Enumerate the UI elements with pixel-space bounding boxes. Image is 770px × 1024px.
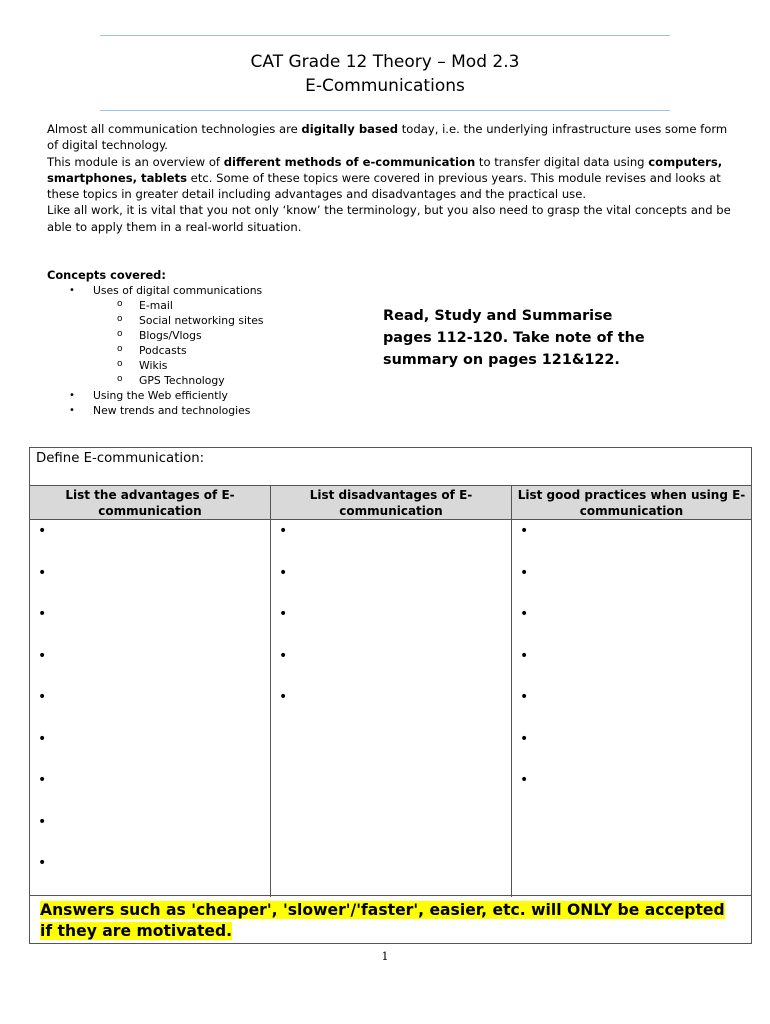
concept-subitem: o Podcasts [47,343,367,358]
bullet-item[interactable]: • [520,730,529,747]
bullet-item[interactable]: • [38,855,47,871]
answers-note-text: Answers such as 'cheaper', 'slower'/'faster', easier, etc. will ONLY be accepted if they are motivated. [40,901,725,940]
good-practices-column[interactable] [512,486,751,897]
answers-note [30,895,751,943]
concepts-heading: Concepts covered: [47,268,166,282]
advantages-column[interactable] [30,486,271,897]
intro-p2-bold-1: different methods of e-communication [223,154,476,169]
worksheet-columns [30,486,751,897]
bullet-item[interactable]: • [38,730,47,747]
intro-paragraph-1 [47,121,737,154]
bullet-item[interactable]: • [279,606,288,622]
concept-subitem: o GPS Technology [47,373,367,388]
good-practices-bullets [512,520,751,811]
worksheet-table [29,447,752,944]
bullet-item[interactable]: • [279,689,288,705]
concept-subitem: o Wikis [47,358,367,373]
advantages-bullets [30,520,270,894]
intro-p2-e: etc. Some of these topics were covered in previous years. This module revises and looks at these topics in greater detail including advantages and disadvantages and the practical use. [47,170,721,202]
good-practices-header: List good practices when using E-communication [512,486,751,520]
concept-subitem: o Blogs/Vlogs [47,328,367,343]
bullet-item[interactable]: • [520,564,529,581]
concept-subitem: o E-mail [47,298,367,313]
bullet-item[interactable]: • [38,813,47,830]
intro-p2-c: to transfer digital data using [475,154,649,169]
intro-text [47,121,737,235]
title-line-2: E-Communications [305,76,465,96]
intro-p1-c: today, i.e. the underlying infrastructure uses some form of digital technology. [47,122,728,153]
bullet-item[interactable]: • [279,523,288,539]
define-label: Define E-communication: [36,451,205,466]
bullet-item[interactable]: • [520,523,529,539]
bullet-item[interactable]: • [38,523,47,539]
intro-p1-bold: digitally based [301,122,399,136]
concept-item: • Uses of digital communications [47,283,367,298]
bullet-item[interactable]: • [38,647,47,664]
intro-paragraph-2 [47,154,737,203]
bullet-item[interactable]: • [520,772,529,788]
concept-subitem: o Social networking sites [47,313,367,328]
disadvantages-column[interactable] [271,486,512,897]
intro-p1-a: Almost all communication technologies are [47,122,302,136]
bullet-item[interactable]: • [38,772,47,788]
concept-item: • New trends and technologies [47,403,367,418]
bullet-item[interactable]: • [520,606,529,622]
concepts-section [47,268,367,418]
header-rule-bottom [100,110,670,111]
reading-instruction: Read, Study and Summarise pages 112-120. Take note of the summary on pages 121&122. [383,308,645,368]
bullet-item[interactable]: • [520,689,529,705]
concept-item: • Using the Web efficiently [47,388,367,403]
bullet-item[interactable]: • [38,606,47,622]
title-line-1: CAT Grade 12 Theory – Mod 2.3 [250,52,520,72]
bullet-item[interactable]: • [38,689,47,705]
header-rule-top [100,35,670,36]
page-number: 1 [381,950,389,963]
disadvantages-header: List disadvantages of E-communication [271,486,511,520]
intro-paragraph-3: Like all work, it is vital that you not only ‘know’ the terminology, but you also need to grasp the vital concepts and be able to apply them in a real-world situation. [47,203,731,234]
disadvantages-bullets [271,520,511,728]
advantages-header: List the advantages of E-communication [30,486,270,520]
intro-p2-a: This module is an overview of [47,154,224,169]
bullet-item[interactable]: • [279,564,288,581]
define-row[interactable] [30,448,751,486]
intro-p2-bold-2: computers, smartphones, tablets [47,154,723,185]
bullet-item[interactable]: • [38,564,47,581]
page-title [100,50,670,98]
bullet-item[interactable]: • [279,647,288,664]
concepts-list [47,283,367,418]
bullet-item[interactable]: • [520,647,529,664]
